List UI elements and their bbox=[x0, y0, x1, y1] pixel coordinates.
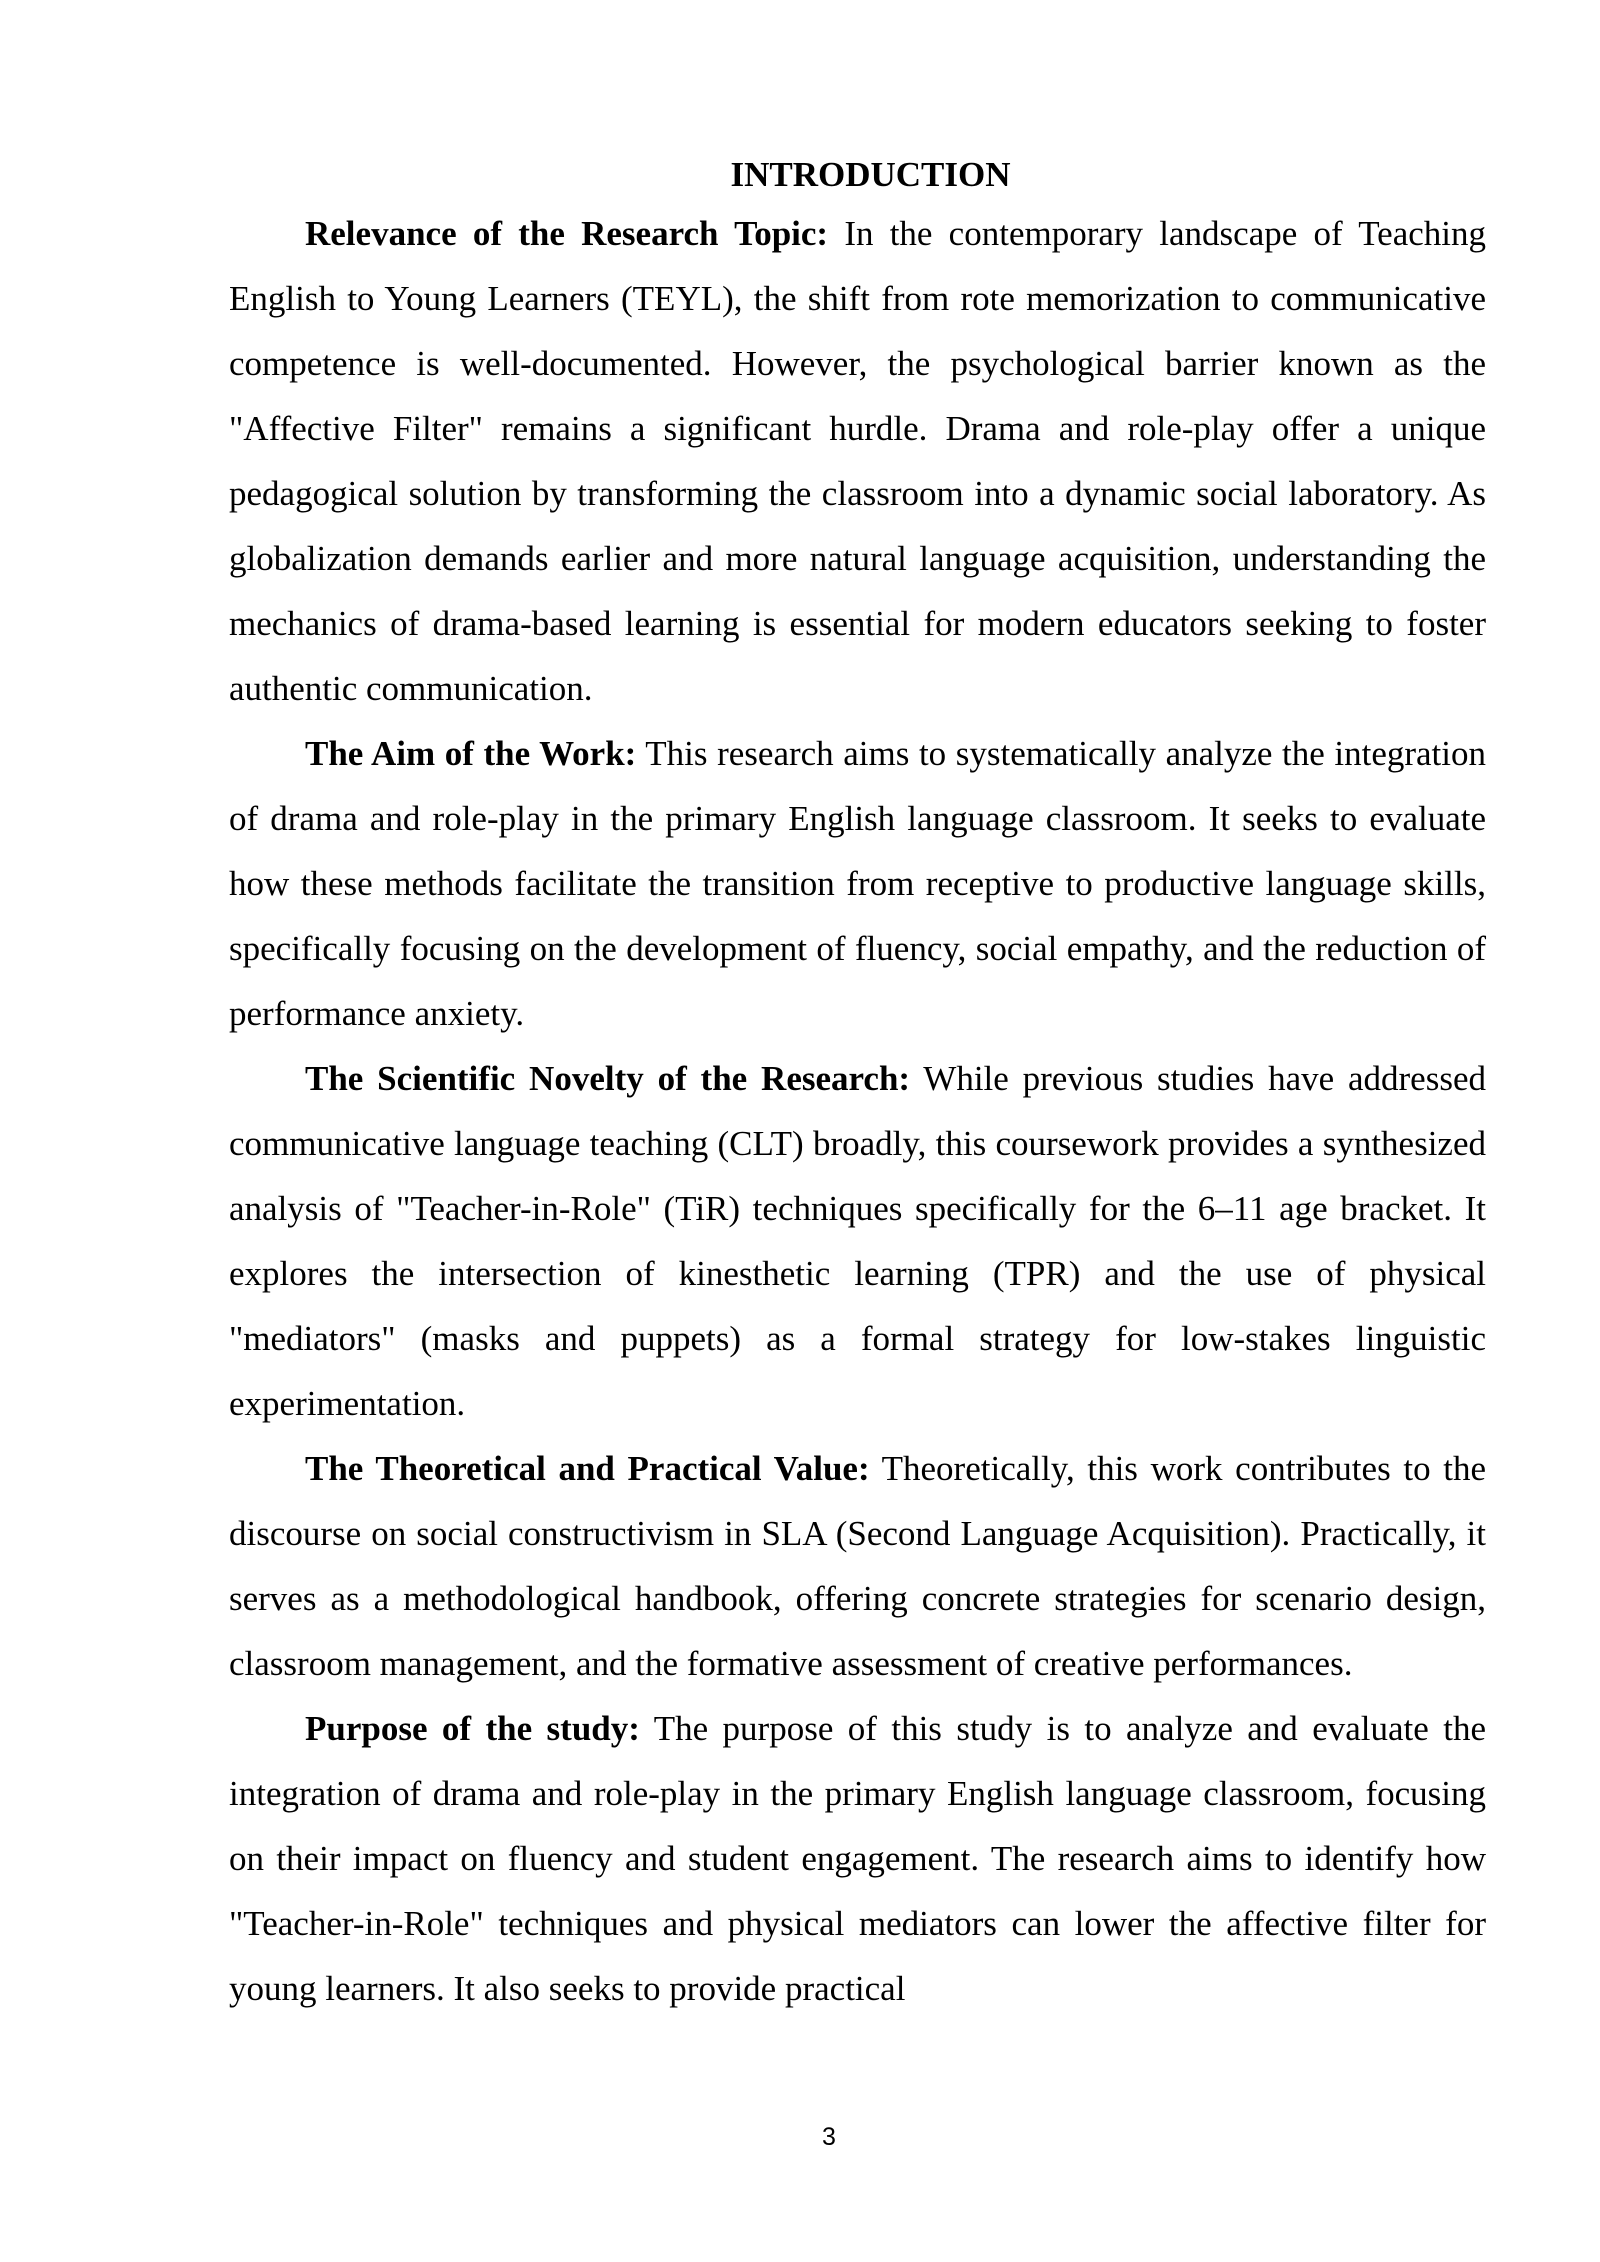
paragraph-text: While previous studies have addressed communicative language teaching (CLT) broadly, this coursework provides a synthesized analysis of "Teacher-in-Role" (TiR) techniques specifically for the 6–11 age bracket. It explores the intersection of kinesthetic learning (TPR) and the use of physical "mediators" (masks and puppets) as a formal strategy for low-stakes linguistic experimentation. bbox=[229, 1059, 1486, 1423]
paragraph-relevance bbox=[229, 201, 1486, 721]
paragraph-aim bbox=[229, 721, 1486, 1046]
paragraph-label: Purpose of the study: bbox=[305, 1709, 640, 1748]
paragraph-text: In the contemporary landscape of Teaching English to Young Learners (TEYL), the shift from rote memorization to communicative competence is well-documented. However, the psychological barrier known as the "Affective Filter" remains a significant hurdle. Drama and role-play offer a unique pedagogical solution by transforming the classroom into a dynamic social laboratory. As globalization demands earlier and more natural language acquisition, understanding the mechanics of drama-based learning is essential for modern educators seeking to foster authentic communication. bbox=[229, 214, 1486, 708]
paragraph-novelty bbox=[229, 1046, 1486, 1436]
page-number: 3 bbox=[822, 2123, 836, 2151]
paragraph-label: The Scientific Novelty of the Research: bbox=[305, 1059, 911, 1098]
paragraph-purpose bbox=[229, 1696, 1486, 2021]
paragraph-label: The Aim of the Work: bbox=[305, 734, 637, 773]
paragraph-label: The Theoretical and Practical Value: bbox=[305, 1449, 870, 1488]
paragraph-value bbox=[229, 1436, 1486, 1696]
paragraph-text: Theoretically, this work contributes to the discourse on social constructivism in SLA (Second Language Acquisition). Practically, it serves as a methodological handbook, offering concrete strategies for scenario design, classroom management, and the formative assessment of creative performances. bbox=[229, 1449, 1486, 1683]
paragraph-text: This research aims to systematically analyze the integration of drama and role-play in the primary English language classroom. It seeks to evaluate how these methods facilitate the transition from receptive to productive language skills, specifically focusing on the development of fluency, social empathy, and the reduction of performance anxiety. bbox=[229, 734, 1486, 1033]
paragraph-text: The purpose of this study is to analyze and evaluate the integration of drama and role-play in the primary English language classroom, focusing on their impact on fluency and student engagement. The research aims to identify how "Teacher-in-Role" techniques and physical mediators can lower the affective filter for young learners. It also seeks to provide practical bbox=[229, 1709, 1486, 2008]
paragraph-label: Relevance of the Research Topic: bbox=[305, 214, 829, 253]
section-heading: INTRODUCTION bbox=[730, 155, 1011, 194]
page-body bbox=[229, 149, 1486, 2021]
